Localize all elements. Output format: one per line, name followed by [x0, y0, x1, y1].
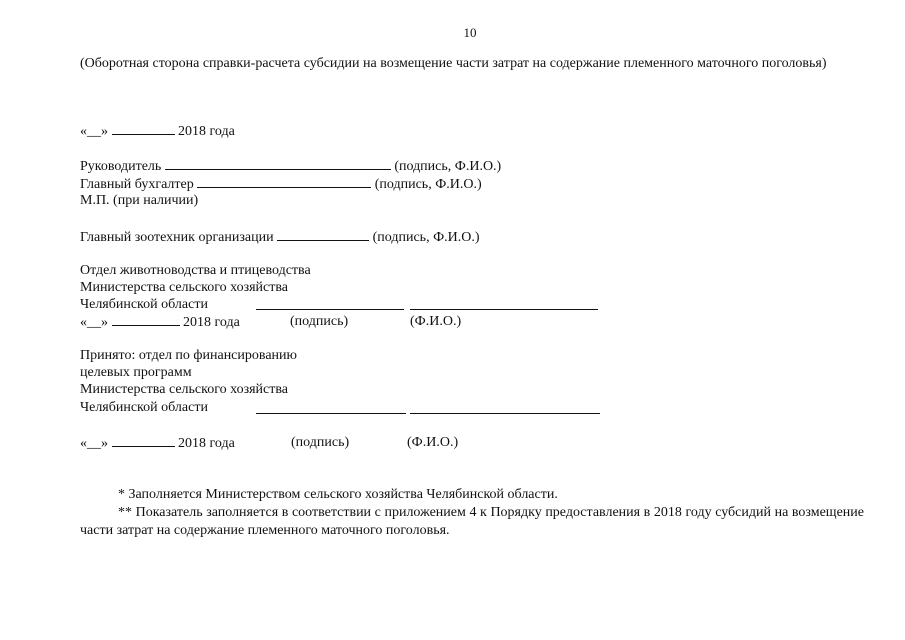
accepted-sign-hint: (подпись): [291, 435, 350, 450]
head-hint: (подпись, Ф.И.О.): [394, 159, 502, 174]
head-label: Руководитель: [80, 159, 162, 174]
head-signature-row: [80, 157, 501, 176]
accepted-line-1: Принято: отдел по финансированию: [80, 348, 297, 363]
department-line-1: Отдел животноводства и птицеводства: [80, 263, 311, 278]
department-date-year: 2018 года: [183, 315, 240, 330]
footnote-1: * Заполняется Министерством сельского хозяйства Челябинской области.: [118, 487, 558, 502]
accountant-signature-blank: [197, 175, 371, 188]
page-number: 10: [463, 25, 477, 40]
accepted-date-year: 2018 года: [178, 436, 235, 451]
accepted-line-3: Министерства сельского хозяйства: [80, 382, 289, 397]
date-line-1: [80, 122, 235, 141]
department-line-3: Челябинской области: [80, 297, 208, 312]
department-signature-blank: [256, 309, 404, 310]
accountant-hint: (подпись, Ф.И.О.): [374, 177, 482, 192]
accepted-date-quote-close: »: [101, 436, 108, 451]
accepted-date-month-blank: [112, 434, 175, 447]
stamp-label: М.П. (при наличии): [80, 193, 199, 208]
date-month-blank: [112, 122, 175, 135]
head-signature-blank: [165, 157, 391, 170]
date-year: 2018 года: [178, 124, 235, 139]
zootech-signature-blank: [277, 228, 369, 241]
zootech-signature-row: [80, 228, 480, 247]
department-date-quote-open: «: [80, 315, 87, 330]
accepted-line-2: целевых программ: [80, 365, 192, 380]
department-name-hint: (Ф.И.О.): [410, 314, 462, 329]
accountant-label: Главный бухгалтер: [80, 177, 194, 192]
accepted-name-hint: (Ф.И.О.): [407, 435, 459, 450]
zootech-hint: (подпись, Ф.И.О.): [372, 230, 480, 245]
zootech-label: Главный зоотехник организации: [80, 230, 274, 245]
accepted-name-blank: [410, 413, 600, 414]
accepted-date-day-blank: __: [87, 436, 101, 451]
footnote-2: ** Показатель заполняется в соответствии с приложением 4 к Порядку предоставления в 2018 году субсидий на возмещение части затрат на содержание племенного маточного поголовья.: [80, 505, 864, 538]
intro-paragraph: (Оборотная сторона справки-расчета субсидии на возмещение части затрат на содержание племенного маточного поголовья): [80, 56, 827, 71]
department-date-month-blank: [112, 313, 180, 326]
department-date-line: [80, 313, 240, 332]
accepted-signature-blank: [256, 413, 406, 414]
department-name-blank: [410, 309, 598, 310]
date-quote-open: «: [80, 124, 87, 139]
date-day-blank: __: [87, 124, 101, 139]
accepted-line-4: Челябинской области: [80, 400, 208, 415]
department-sign-hint: (подпись): [290, 314, 349, 329]
department-date-quote-close: »: [101, 315, 108, 330]
accepted-date-quote-open: «: [80, 436, 87, 451]
department-date-day-blank: __: [87, 315, 101, 330]
accepted-date-line: [80, 434, 235, 453]
date-quote-close: »: [101, 124, 108, 139]
department-line-2: Министерства сельского хозяйства: [80, 280, 289, 295]
